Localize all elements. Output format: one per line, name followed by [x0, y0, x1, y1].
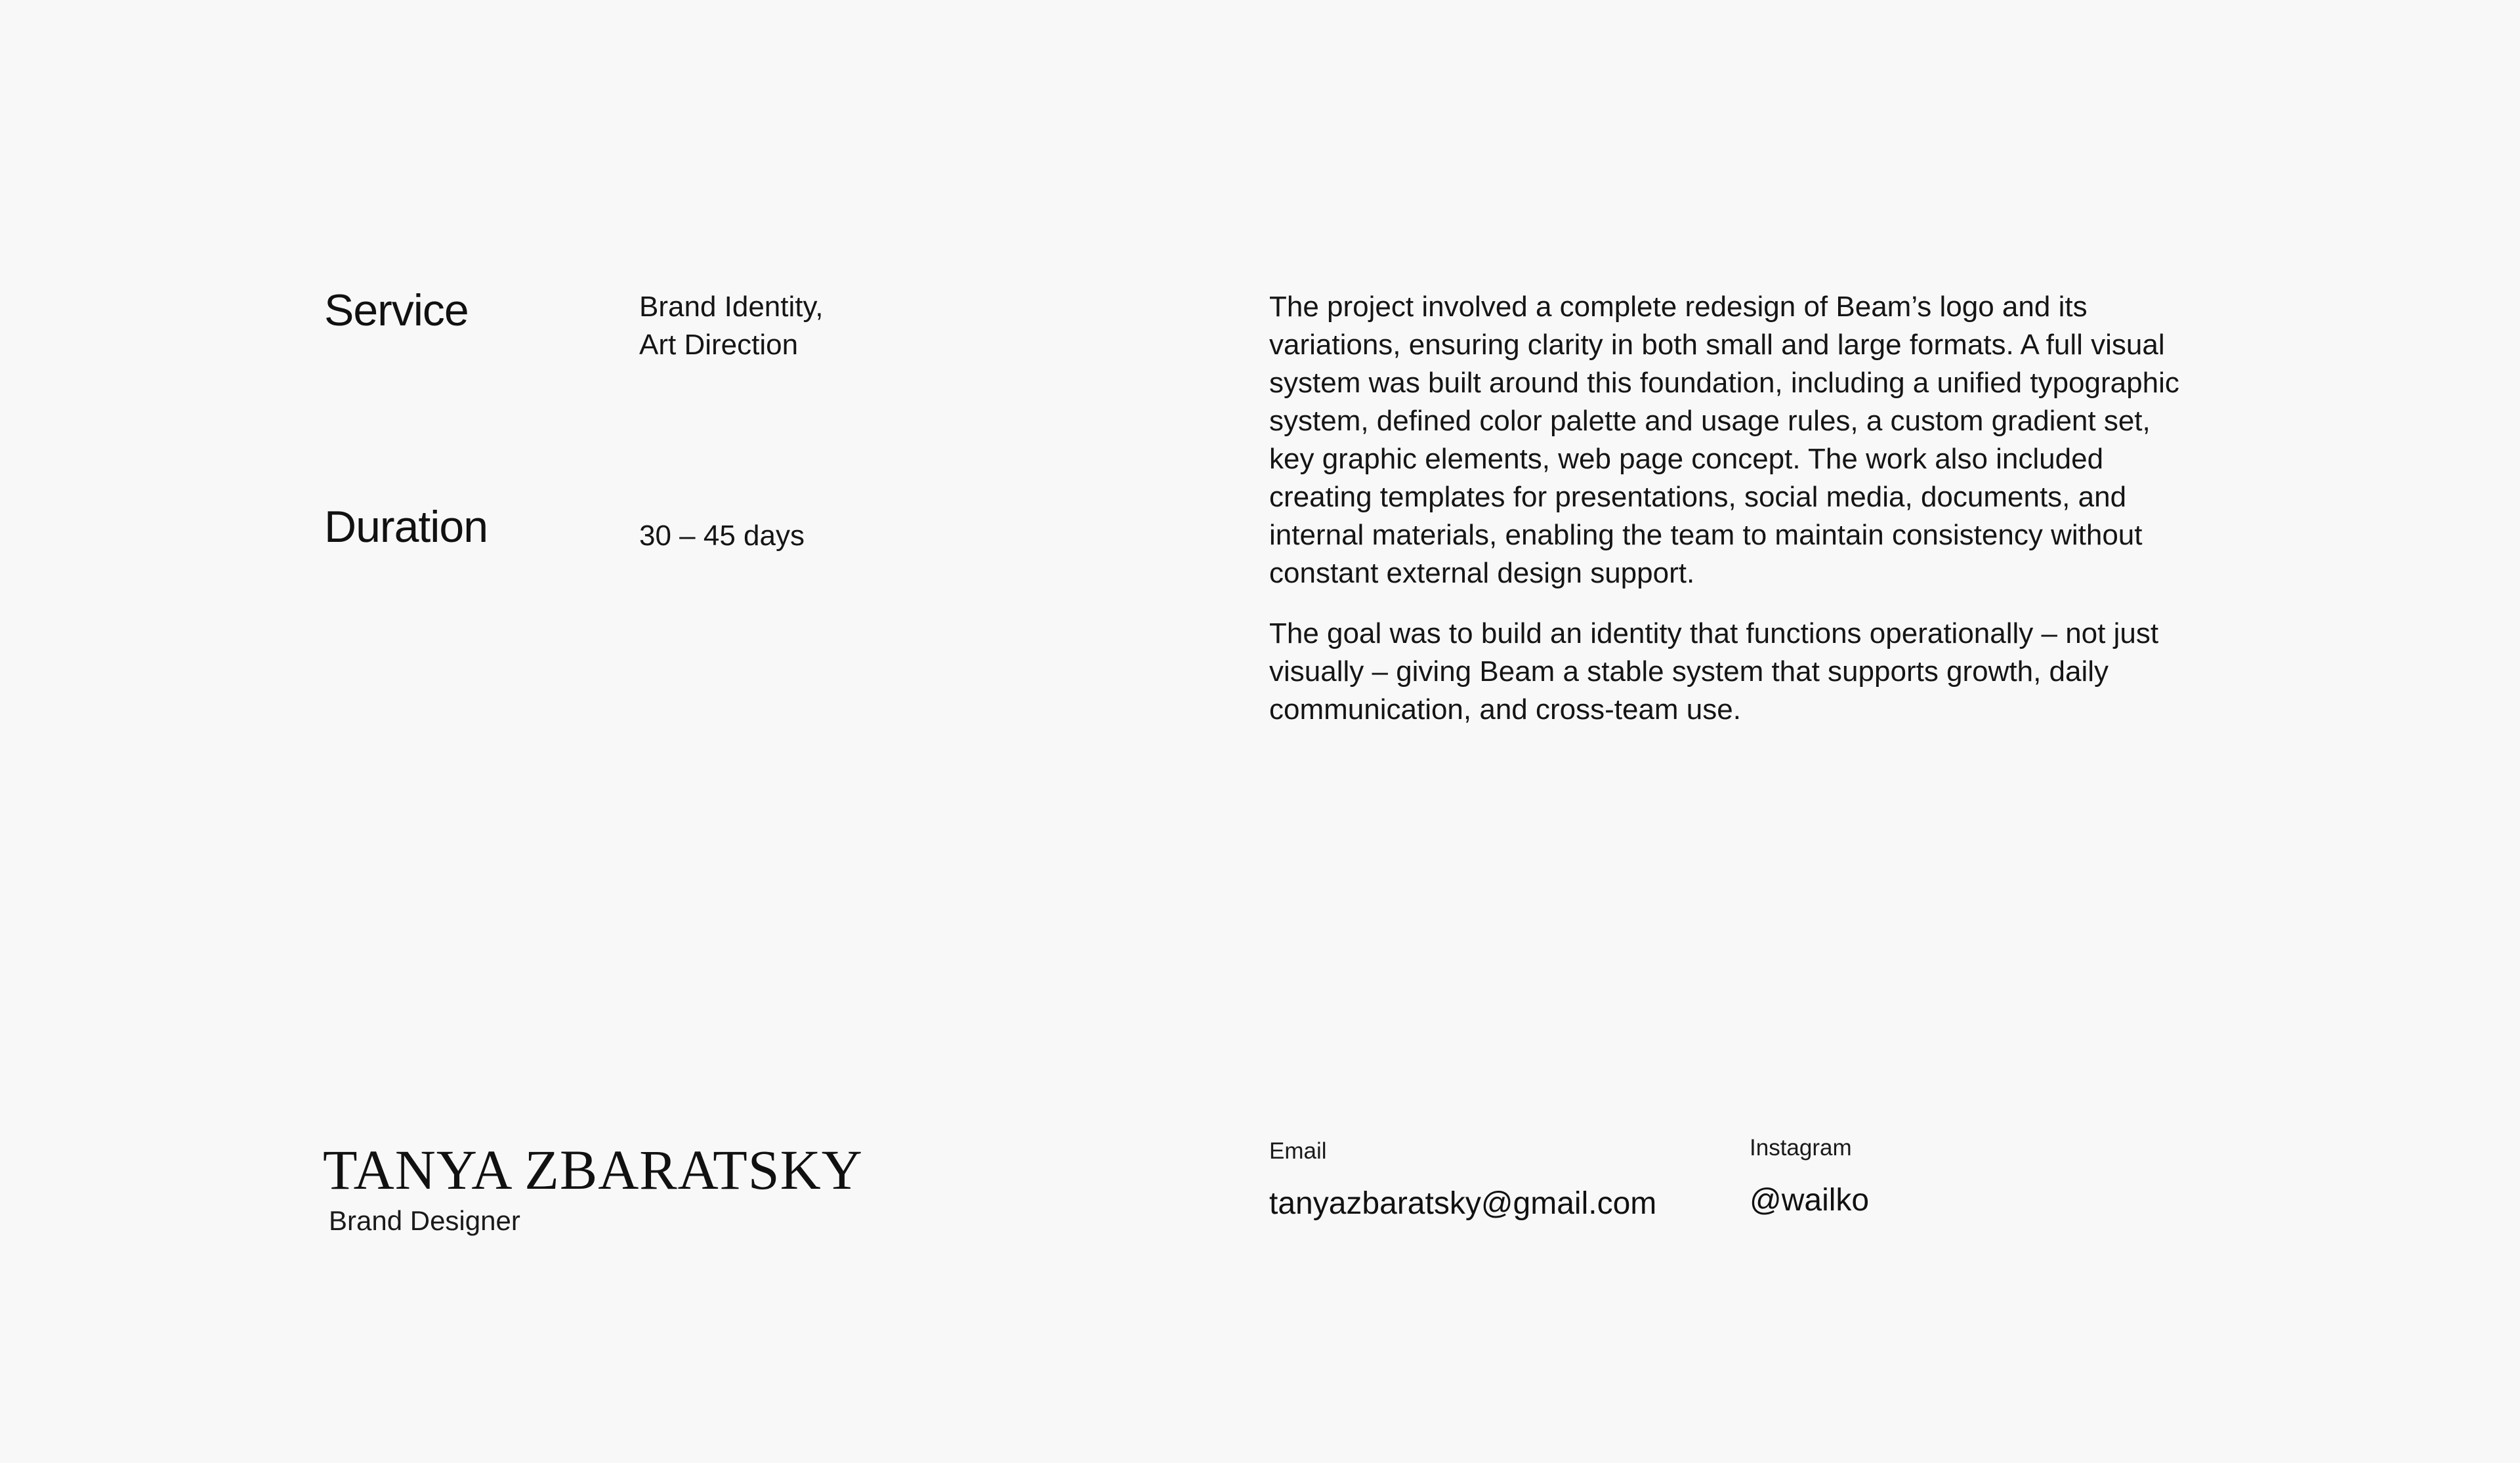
email-link[interactable]: tanyazbaratsky@gmail.com: [1269, 1186, 1657, 1221]
service-label: Service: [324, 285, 469, 335]
designer-role: Brand Designer: [329, 1205, 520, 1236]
duration-value: 30 – 45 days: [639, 520, 805, 552]
designer-name: TANYA ZBARATSKY: [323, 1138, 863, 1201]
service-value: [639, 288, 823, 364]
project-description: [1269, 288, 2201, 729]
description-paragraph-2: The goal was to build an identity that functions operationally – not just visually – giving Beam a stable system that supports growth, daily communication, and cross-team use.: [1269, 617, 2159, 726]
email-label: Email: [1269, 1138, 1327, 1164]
instagram-link[interactable]: @wailko: [1750, 1183, 1870, 1218]
service-value-line-1: Brand Identity,: [639, 291, 824, 323]
description-paragraph-1: The project involved a complete redesign of Beam’s logo and its variations, ensuring clarity in both small and large formats. A full visual system was built around this foundation, including a unified typographic system, defined color palette and usage rules, a custom gradient set, key graphic elements, web page concept. The work also included creating templates for presentations, social media, documents, and internal materials, enabling the team to maintain consistency without constant external design support.: [1269, 291, 2179, 589]
service-value-line-2: Art Direction: [639, 329, 799, 361]
instagram-label: Instagram: [1750, 1135, 1852, 1161]
duration-label: Duration: [324, 502, 488, 552]
